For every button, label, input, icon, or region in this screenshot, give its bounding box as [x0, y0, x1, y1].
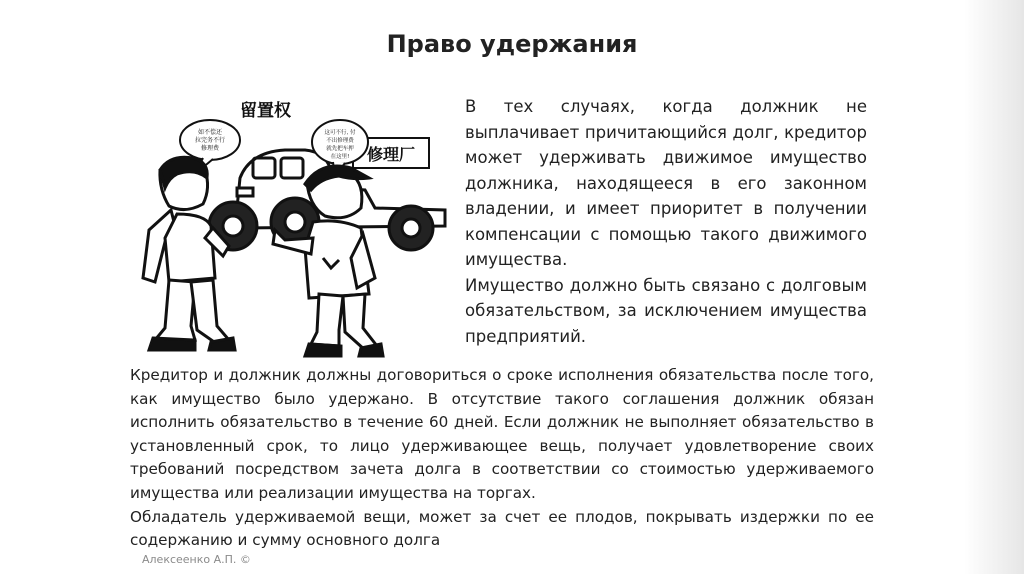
right-paragraph-2: Имущество должно быть связано с долговым обязательством, за исключением имущества предприятий.: [465, 275, 867, 346]
right-paragraph-1: В тех случаях, когда должник не выплачивает причитающийся долг, кредитор может удерживать движимое имущество должника, находящееся в его законном владении, и имеет приоритет в получении компенсации с помощью такого движимого имущества.: [465, 97, 867, 269]
author-footer: Алексеенко А.П. ©: [142, 553, 251, 566]
slide-edge-shade: [964, 0, 1024, 574]
svg-text:在这里!: 在这里!: [330, 154, 350, 160]
right-text-block: [465, 94, 867, 349]
debtor-figure: [143, 157, 235, 350]
bottom-paragraph-1: Кредитор и должник должны договориться о сроке исполнения обязательства после того, как имущество было удержано. В отсутствие такого соглашения должник обязан исполнить обязательство в течение 60 дней. Если должник не выполняет обязательство в установленный срок, то лицо удерживающее вещь, получает удовлетворение своих требований посредством зачета долга в соответствии со стоимостью удерживаемого имущества или реализации имущества на торгах.: [130, 366, 874, 502]
image-caption: 留置权: [240, 101, 291, 121]
cartoon-illustration: [125, 118, 455, 364]
svg-text:如不偿还: 如不偿还: [197, 129, 223, 136]
bottom-paragraph-2: Обладатель удерживаемой вещи, может за счет ее плодов, покрывать издержки по ее содержанию и сумму основного долга: [130, 507, 874, 550]
slide-title: Право удержания: [386, 30, 638, 58]
bottom-text-block: [130, 364, 874, 553]
svg-text:不出修理费: 不出修理费: [326, 138, 354, 144]
garage-sign-text: 修理厂: [366, 145, 416, 164]
svg-text:就先把车押: 就先把车押: [326, 146, 354, 152]
svg-text:修理费: 修理费: [200, 145, 220, 152]
svg-text:这可不行, 付: 这可不行, 付: [324, 130, 356, 136]
svg-text:拉完务不行: 拉完务不行: [194, 137, 226, 144]
